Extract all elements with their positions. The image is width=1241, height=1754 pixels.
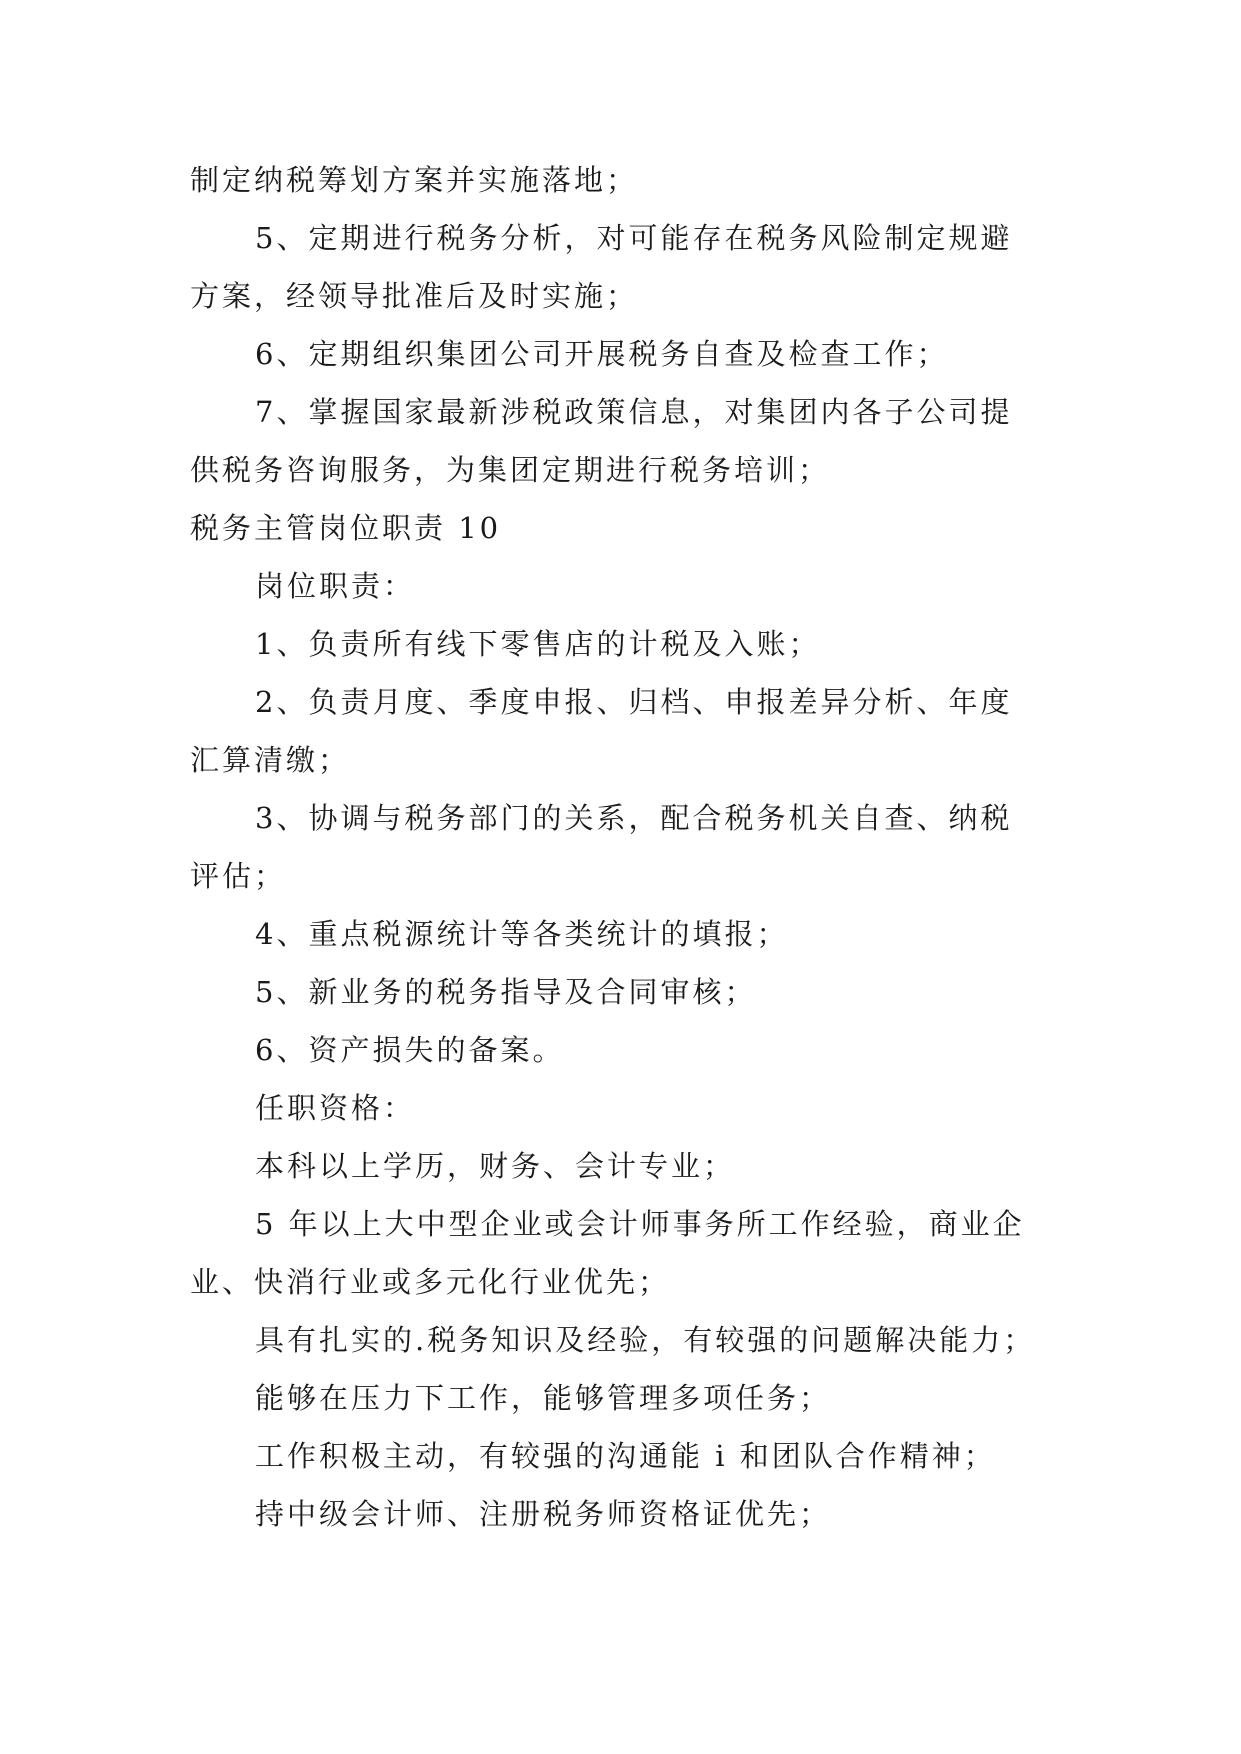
text-line: 4、重点税源统计等各类统计的填报； — [255, 917, 789, 951]
text-line: 能够在压力下工作，能够管理多项任务； — [255, 1381, 832, 1415]
text-line: 评估； — [190, 859, 287, 893]
text-line: 持中级会计师、注册税务师资格证优先； — [255, 1497, 832, 1531]
document-body — [190, 160, 1050, 1552]
text-line: 工作积极主动，有较强的沟通能 i 和团队合作精神； — [255, 1439, 996, 1473]
text-line: 汇算清缴； — [190, 743, 351, 777]
text-line: 1、负责所有线下零售店的计税及入账； — [255, 627, 821, 661]
text-line: 5、定期进行税务分析，对可能存在税务风险制定规避 — [255, 221, 1013, 255]
text-line: 5 年以上大中型企业或会计师事务所工作经验，商业企 — [255, 1207, 1025, 1241]
text-line: 业、快消行业或多元化行业优先； — [190, 1265, 671, 1299]
text-line: 方案，经领导批准后及时实施； — [190, 279, 639, 313]
text-line: 本科以上学历，财务、会计专业； — [255, 1149, 736, 1183]
text-line: 5、新业务的税务指导及合同审核； — [255, 975, 757, 1009]
text-line: 制定纳税筹划方案并实施落地； — [190, 163, 639, 197]
text-line: 6、定期组织集团公司开展税务自查及检查工作； — [255, 337, 949, 371]
text-line: 2、负责月度、季度申报、归档、申报差异分析、年度 — [255, 685, 1013, 719]
text-line: 具有扎实的.税务知识及经验，有较强的问题解决能力； — [255, 1323, 1036, 1357]
text-line: 7、掌握国家最新涉税政策信息，对集团内各子公司提 — [255, 395, 1013, 429]
text-line: 岗位职责： — [255, 569, 416, 603]
text-line: 任职资格： — [255, 1091, 416, 1125]
section-heading: 税务主管岗位职责 10 — [190, 511, 502, 545]
text-line: 3、协调与税务部门的关系，配合税务机关自查、纳税 — [255, 801, 1013, 835]
text-line: 供税务咨询服务，为集团定期进行税务培训； — [190, 453, 831, 487]
text-line: 6、资产损失的备案。 — [255, 1033, 565, 1067]
